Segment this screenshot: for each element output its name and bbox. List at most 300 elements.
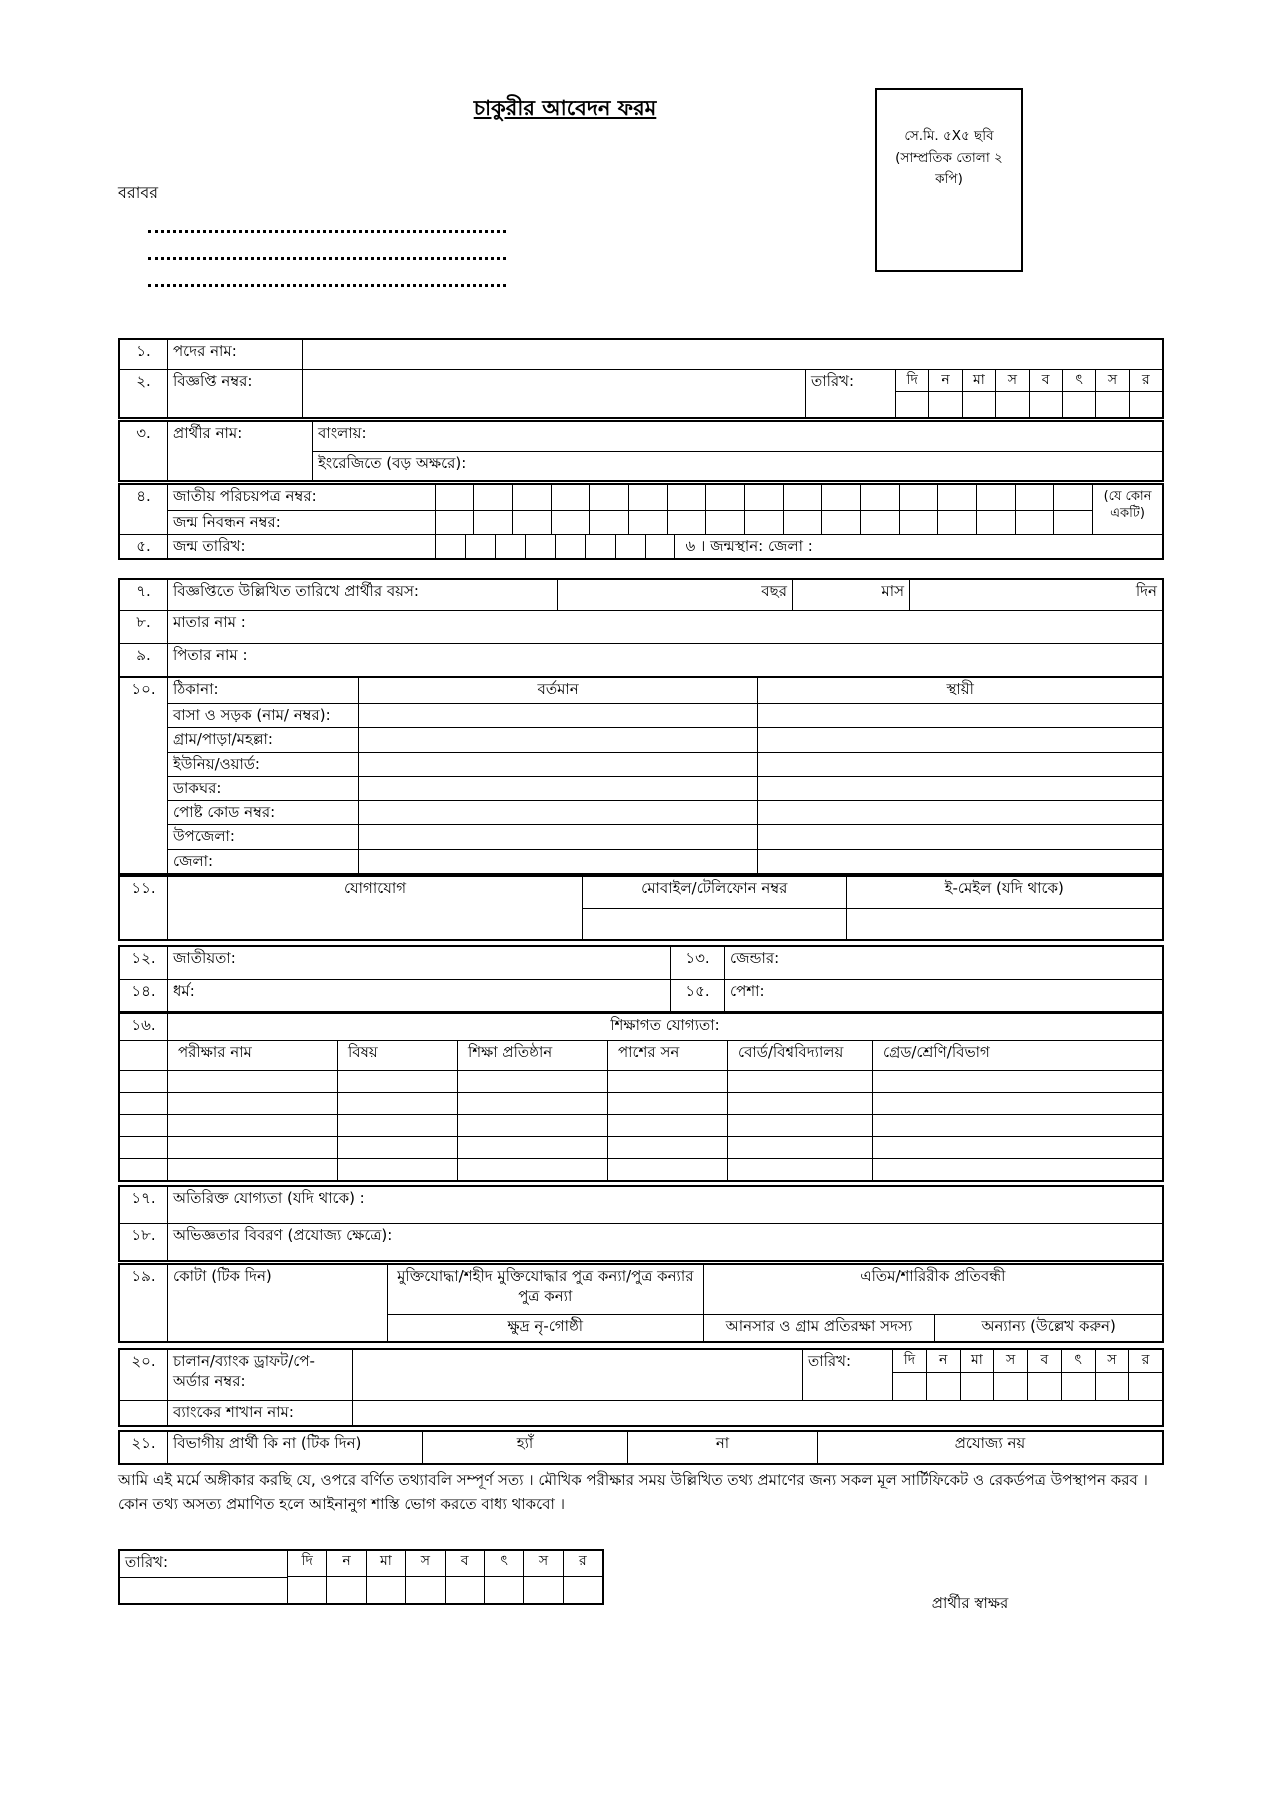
option-no[interactable]: না bbox=[627, 1432, 817, 1463]
date-unit-char: দি bbox=[903, 1352, 916, 1368]
table-applicant-name bbox=[118, 420, 1164, 482]
date-unit-char: দি bbox=[301, 1553, 313, 1569]
blank-cell[interactable] bbox=[120, 1159, 167, 1180]
blank-cell[interactable] bbox=[744, 485, 783, 510]
address-field-label: উপজেলা: bbox=[173, 827, 235, 846]
date-unit-char: র bbox=[1141, 372, 1150, 388]
row-number: ৪. bbox=[136, 487, 151, 505]
row-number: ৩. bbox=[136, 424, 151, 442]
education-column-header: বিষয় bbox=[337, 1041, 457, 1070]
any-one-note: (যে কোন একটি) bbox=[1092, 485, 1162, 534]
row-number: ১৮. bbox=[131, 1226, 156, 1244]
date-unit-char: স bbox=[1006, 1352, 1016, 1368]
date-input-cell[interactable] bbox=[994, 1372, 1027, 1400]
blank-cell[interactable] bbox=[872, 1159, 1162, 1180]
profession-field[interactable]: পেশা: bbox=[724, 980, 1162, 1011]
blank-cell[interactable] bbox=[937, 511, 976, 535]
notification-number-label: বিজ্ঞপ্তি নম্বর: bbox=[167, 370, 302, 417]
blank-cell[interactable] bbox=[1015, 511, 1054, 535]
mobile-input[interactable] bbox=[583, 909, 846, 939]
row-number: ১৪. bbox=[131, 982, 156, 1000]
blank-cell[interactable] bbox=[628, 485, 667, 510]
date-column bbox=[1128, 1350, 1162, 1400]
addressee-line[interactable] bbox=[148, 216, 506, 233]
date-column bbox=[1061, 1350, 1095, 1400]
address-current-header: বর্তমান bbox=[358, 678, 758, 703]
blank-cell[interactable] bbox=[607, 1159, 727, 1180]
date-label: তারিখ: bbox=[125, 1553, 169, 1571]
blank-cell[interactable] bbox=[337, 1159, 457, 1180]
birth-date-digit-cells bbox=[435, 535, 675, 558]
age-months-cell[interactable]: মাস bbox=[792, 580, 909, 610]
date-unit-char: ৎ bbox=[500, 1553, 508, 1569]
blank-cell[interactable] bbox=[1053, 485, 1092, 510]
applicant-signature-label: প্রার্থীর স্বাক্ষর bbox=[931, 1594, 1009, 1612]
table-row bbox=[120, 643, 1162, 676]
education-column-header: পরীক্ষার নাম bbox=[167, 1041, 337, 1070]
table-post-notification bbox=[118, 338, 1164, 419]
table-row bbox=[120, 877, 1162, 939]
date-column bbox=[893, 1350, 926, 1400]
address-permanent-header: স্থায়ী bbox=[757, 678, 1162, 703]
date-unit-char: স bbox=[538, 1553, 549, 1569]
nationality-field[interactable]: জাতীয়তা: bbox=[167, 947, 670, 979]
row-number: ১৫. bbox=[670, 980, 724, 1011]
date-grid bbox=[287, 1551, 602, 1603]
education-header-row bbox=[120, 1040, 1162, 1070]
table-row bbox=[120, 1265, 1162, 1341]
blank-cell[interactable] bbox=[167, 1137, 337, 1158]
email-input[interactable] bbox=[846, 909, 1162, 939]
table-age-parents bbox=[118, 578, 1164, 678]
date-column bbox=[993, 1350, 1027, 1400]
blank-cell[interactable] bbox=[727, 1071, 872, 1092]
photo-box-line1: সে.মি. ৫X৫ ছবি bbox=[904, 128, 994, 144]
address-field-label: ডাকঘর: bbox=[173, 778, 222, 797]
blank-cell bbox=[120, 1041, 167, 1070]
education-column-header: গ্রেড/শ্রেণি/বিভাগ bbox=[872, 1041, 1162, 1070]
date-input-cell[interactable] bbox=[1130, 391, 1162, 417]
form-title: চাকুরীর আবেদন ফরম bbox=[473, 96, 657, 120]
photo-box-line3: কপি) bbox=[935, 171, 963, 188]
date-input-cell[interactable] bbox=[896, 391, 928, 417]
blank-cell[interactable] bbox=[120, 1115, 167, 1136]
date-input-cell[interactable] bbox=[485, 1576, 523, 1603]
date-column bbox=[563, 1551, 602, 1603]
blank-cell[interactable] bbox=[872, 1115, 1162, 1136]
education-blank-row bbox=[120, 1070, 1162, 1092]
blank-cell[interactable] bbox=[872, 1071, 1162, 1092]
option-yes[interactable]: হ্যাঁ bbox=[422, 1432, 627, 1463]
bank-branch-label: ব্যাংকের শাখান নাম: bbox=[167, 1401, 352, 1425]
date-input-cell[interactable] bbox=[1096, 391, 1128, 417]
address-row bbox=[168, 849, 1162, 873]
education-title: শিক্ষাগত যোগ্যতা: bbox=[167, 1014, 1162, 1040]
birth-reg-label: জন্ম নিবন্ধন নম্বর: bbox=[168, 510, 435, 535]
blank-cell[interactable] bbox=[589, 511, 628, 535]
education-blank-row bbox=[120, 1114, 1162, 1136]
table-row bbox=[120, 1432, 1162, 1463]
date-column bbox=[962, 370, 995, 417]
notification-number-input[interactable] bbox=[302, 370, 805, 417]
table-row bbox=[120, 1551, 602, 1603]
declaration-text: আমি এই মর্মে অঙ্গীকার করছি যে, ওপরে বর্ণিত তথ্যাবলি সম্পূর্ণ সত্য । মৌখিক পরীক্ষার সময় উল্লিখিত তথ্য প্রমাণের জন্য সকল মূল সার্টিফিকেট ও রেকর্ডপত্র উপস্থাপন করব । কোন তথ্য অসত্য প্রমাণিত হলে আইনানুগ শাস্তি ভোগ করতে বাধ্য থাকবো । bbox=[118, 1471, 1148, 1513]
date-unit-char: ন bbox=[941, 372, 950, 388]
blank-cell[interactable] bbox=[167, 1115, 337, 1136]
blank-cell[interactable] bbox=[783, 511, 822, 535]
blank-cell[interactable] bbox=[615, 535, 645, 558]
blank-cell[interactable] bbox=[495, 535, 525, 558]
age-days-cell[interactable]: দিন bbox=[909, 580, 1162, 610]
table-row bbox=[120, 1187, 1162, 1223]
date-column bbox=[926, 1350, 960, 1400]
religion-field[interactable]: ধর্ম: bbox=[167, 980, 670, 1011]
date-unit-char: ব bbox=[1040, 1352, 1049, 1368]
blank-cell[interactable] bbox=[821, 511, 860, 535]
blank-cell[interactable] bbox=[607, 1137, 727, 1158]
blank-cell[interactable] bbox=[457, 1137, 607, 1158]
blank-cell[interactable] bbox=[167, 1071, 337, 1092]
education-blank-row bbox=[120, 1158, 1162, 1180]
blank-cell[interactable] bbox=[436, 511, 474, 535]
address-permanent-input[interactable] bbox=[757, 801, 1162, 824]
extra-qualification-field[interactable]: অতিরিক্ত যোগ্যতা (যদি থাকে) : bbox=[167, 1187, 1162, 1223]
blank-cell[interactable] bbox=[727, 1115, 872, 1136]
date-input-cell[interactable] bbox=[996, 391, 1028, 417]
date-unit-char: ৎ bbox=[1075, 372, 1083, 388]
date-unit-char: স bbox=[1107, 1352, 1117, 1368]
date-unit-char: মা bbox=[380, 1553, 392, 1569]
date-column bbox=[960, 1350, 994, 1400]
address-field-label: গ্রাম/পাড়া/মহল্লা: bbox=[173, 730, 273, 749]
row-number: ১০. bbox=[131, 680, 156, 698]
blank-cell[interactable] bbox=[727, 1137, 872, 1158]
date-input-cell[interactable] bbox=[1028, 1372, 1061, 1400]
address-row bbox=[168, 800, 1162, 824]
date-unit-char: ব bbox=[1041, 372, 1050, 388]
blank-cell[interactable] bbox=[337, 1093, 457, 1114]
date-input-cell[interactable] bbox=[893, 1372, 926, 1400]
name-bangla-field[interactable]: বাংলায়: bbox=[318, 424, 367, 442]
blank-cell[interactable] bbox=[705, 511, 744, 535]
blank-cell[interactable] bbox=[976, 485, 1015, 510]
education-column-header: পাশের সন bbox=[607, 1041, 727, 1070]
nid-digit-cells bbox=[436, 485, 1092, 510]
contact-label: যোগাযোগ bbox=[167, 877, 582, 939]
quota-option-other[interactable]: অন্যান্য (উল্লেখ করুন) bbox=[934, 1315, 1162, 1341]
date-input-cell[interactable] bbox=[1129, 1372, 1162, 1400]
address-row bbox=[168, 776, 1162, 800]
date-input-cell[interactable] bbox=[564, 1576, 602, 1603]
blank-cell[interactable] bbox=[337, 1137, 457, 1158]
blank-cell[interactable] bbox=[645, 535, 675, 558]
blank-cell[interactable] bbox=[436, 485, 474, 510]
date-column bbox=[405, 1551, 444, 1603]
blank-cell[interactable] bbox=[167, 1093, 337, 1114]
blank-cell[interactable] bbox=[607, 1115, 727, 1136]
row-number: ১২. bbox=[131, 949, 156, 967]
table-row bbox=[120, 1014, 1162, 1040]
row-number: ১৭. bbox=[131, 1189, 156, 1207]
blank-cell[interactable] bbox=[465, 535, 495, 558]
address-row bbox=[168, 703, 1162, 727]
blank-cell[interactable] bbox=[337, 1115, 457, 1136]
blank-cell[interactable] bbox=[551, 511, 590, 535]
blank-cell[interactable] bbox=[512, 485, 551, 510]
date-input-cell[interactable] bbox=[367, 1576, 405, 1603]
date-column bbox=[366, 1551, 405, 1603]
address-permanent-input[interactable] bbox=[757, 777, 1162, 800]
date-column bbox=[995, 370, 1028, 417]
date-input-cell[interactable] bbox=[446, 1576, 484, 1603]
row-number: ২০. bbox=[131, 1352, 156, 1370]
date-unit-char: ন bbox=[938, 1352, 948, 1368]
date-input-cell[interactable] bbox=[1096, 1372, 1129, 1400]
option-not-applicable[interactable]: প্রযোজ্য নয় bbox=[817, 1432, 1162, 1463]
row-number: ৫. bbox=[120, 534, 167, 558]
date-unit-char: র bbox=[578, 1553, 587, 1569]
table-row bbox=[120, 1350, 1162, 1400]
date-unit-char: মা bbox=[970, 1352, 983, 1368]
blank-cell[interactable] bbox=[899, 511, 938, 535]
date-label: তারিখ: bbox=[802, 1350, 892, 1400]
blank-cell[interactable] bbox=[872, 1093, 1162, 1114]
blank-cell[interactable] bbox=[525, 535, 555, 558]
table-row bbox=[120, 1223, 1162, 1260]
father-name-field[interactable]: পিতার নাম : bbox=[167, 644, 1162, 676]
blank-cell[interactable] bbox=[457, 1115, 607, 1136]
address-label: ঠিকানা: bbox=[173, 680, 219, 698]
blank-cell[interactable] bbox=[727, 1093, 872, 1114]
blank-cell[interactable] bbox=[607, 1093, 727, 1114]
date-column bbox=[928, 370, 961, 417]
address-row bbox=[168, 727, 1162, 751]
addressee-line[interactable] bbox=[148, 270, 506, 287]
address-current-input[interactable] bbox=[358, 777, 758, 800]
quota-label: কোটা (টিক দিন) bbox=[167, 1265, 387, 1341]
blank-cell[interactable] bbox=[783, 485, 822, 510]
address-current-input[interactable] bbox=[358, 753, 758, 776]
bank-branch-input[interactable] bbox=[352, 1401, 1162, 1425]
date-unit-char: ন bbox=[342, 1553, 351, 1569]
birthplace-district-field[interactable]: ৬ । জন্মস্থান: জেলা : bbox=[674, 535, 1162, 558]
date-grid bbox=[892, 1350, 1162, 1400]
table-nationality-religion bbox=[118, 945, 1164, 1013]
blank-cell[interactable] bbox=[589, 485, 628, 510]
date-column bbox=[523, 1551, 562, 1603]
table-challan bbox=[118, 1348, 1164, 1427]
blank-cell[interactable] bbox=[457, 1071, 607, 1092]
blank-cell[interactable] bbox=[473, 485, 512, 510]
table-signature-date bbox=[118, 1549, 604, 1605]
blank-cell[interactable] bbox=[1053, 511, 1092, 535]
applicant-name-label: প্রার্থীর নাম: bbox=[167, 422, 312, 480]
quota-option-ansar[interactable]: আনসার ও গ্রাম প্রতিরক্ষা সদস্য bbox=[703, 1315, 935, 1341]
blank-cell[interactable] bbox=[473, 511, 512, 535]
table-nid-birth bbox=[118, 483, 1164, 560]
photo-box bbox=[875, 88, 1023, 272]
address-permanent-input[interactable] bbox=[757, 850, 1162, 873]
quota-option-orphan-disabled[interactable]: এতিম/শারিরীক প্রতিবন্ধী bbox=[703, 1265, 1162, 1314]
date-column bbox=[1129, 370, 1162, 417]
blank-cell bbox=[120, 1401, 167, 1425]
row-number: ১. bbox=[136, 342, 151, 360]
table-extra-qualification bbox=[118, 1185, 1164, 1262]
blank-cell[interactable] bbox=[860, 485, 899, 510]
address-field-label: বাসা ও সড়ক (নাম/ নম্বর): bbox=[173, 706, 331, 724]
age-years-cell[interactable]: বছর bbox=[557, 580, 792, 610]
blank-cell[interactable] bbox=[120, 1071, 167, 1092]
table-address bbox=[118, 676, 1164, 875]
date-input-cell[interactable] bbox=[288, 1576, 326, 1603]
photo-box-line2: (সাম্প্রতিক তোলা ২ bbox=[895, 149, 1003, 166]
date-column bbox=[1095, 370, 1128, 417]
date-input-cell[interactable] bbox=[961, 1372, 994, 1400]
table-row bbox=[120, 1400, 1162, 1425]
date-input-cell[interactable] bbox=[120, 1577, 287, 1603]
date-unit-char: স bbox=[1107, 372, 1118, 388]
date-unit-char: ৎ bbox=[1074, 1352, 1082, 1368]
address-current-input[interactable] bbox=[358, 801, 758, 824]
birth-reg-digit-cells bbox=[436, 510, 1092, 535]
blank-cell[interactable] bbox=[337, 1071, 457, 1092]
challan-label: চালান/ব্যাংক ড্রাফট/পে-অর্ডার নম্বর: bbox=[167, 1350, 352, 1400]
addressee-label: বরাবর bbox=[118, 183, 159, 202]
date-input-cell[interactable] bbox=[524, 1576, 562, 1603]
age-label: বিজ্ঞপ্তিতে উল্লিখিত তারিখে প্রার্থীর বয়স: bbox=[167, 580, 557, 610]
table-row bbox=[120, 340, 1162, 369]
blank-cell[interactable] bbox=[585, 535, 615, 558]
email-header: ই-মেইল (যদি থাকে) bbox=[846, 877, 1162, 908]
date-column bbox=[445, 1551, 484, 1603]
table-row bbox=[120, 979, 1162, 1011]
blank-cell[interactable] bbox=[899, 485, 938, 510]
date-column bbox=[1095, 1350, 1129, 1400]
quota-option-freedom-fighter[interactable]: মুক্তিযোদ্ধা/শহীদ মুক্তিযোদ্ধার পুত্র কন্যা/পুত্র কন্যার পুত্র কন্যা bbox=[397, 1267, 694, 1305]
blank-cell[interactable] bbox=[821, 485, 860, 510]
blank-cell[interactable] bbox=[937, 485, 976, 510]
address-field-label: পোষ্ট কোড নম্বর: bbox=[173, 803, 276, 822]
date-unit-char: স bbox=[1007, 372, 1017, 388]
address-permanent-input[interactable] bbox=[757, 825, 1162, 848]
address-current-input[interactable] bbox=[358, 825, 758, 848]
table-departmental-candidate bbox=[118, 1430, 1164, 1465]
table-row bbox=[120, 485, 1162, 558]
blank-cell[interactable] bbox=[457, 1159, 607, 1180]
blank-cell[interactable] bbox=[120, 1137, 167, 1158]
blank-cell[interactable] bbox=[667, 511, 706, 535]
blank-cell[interactable] bbox=[667, 485, 706, 510]
blank-cell[interactable] bbox=[976, 511, 1015, 535]
table-quota bbox=[118, 1263, 1164, 1343]
date-column bbox=[326, 1551, 365, 1603]
date-column bbox=[484, 1551, 523, 1603]
blank-cell[interactable] bbox=[555, 535, 585, 558]
date-column bbox=[1027, 1350, 1061, 1400]
blank-cell[interactable] bbox=[167, 1159, 337, 1180]
blank-cell[interactable] bbox=[436, 535, 465, 558]
birth-date-label: জন্ম তারিখ: bbox=[173, 537, 246, 555]
row-number: ১৩. bbox=[670, 947, 724, 979]
address-current-input[interactable] bbox=[358, 704, 758, 727]
blank-cell[interactable] bbox=[457, 1093, 607, 1114]
address-field-label: ইউনিয়/ওয়ার্ড: bbox=[173, 754, 260, 773]
addressee-line[interactable] bbox=[148, 243, 506, 260]
mobile-header: মোবাইল/টেলিফোন নম্বর bbox=[641, 879, 788, 897]
address-current-input[interactable] bbox=[358, 728, 758, 751]
quota-option-ethnic-minority[interactable]: ক্ষুদ্র নৃ-গোষ্ঠী bbox=[507, 1317, 584, 1335]
date-unit-char: স bbox=[420, 1553, 430, 1569]
blank-cell[interactable] bbox=[744, 511, 783, 535]
table-contact bbox=[118, 875, 1164, 941]
date-column bbox=[1029, 370, 1062, 417]
challan-number-input[interactable] bbox=[352, 1350, 802, 1400]
date-input-cell[interactable] bbox=[406, 1576, 444, 1603]
address-permanent-input[interactable] bbox=[757, 704, 1162, 727]
date-input-cell[interactable] bbox=[927, 1372, 960, 1400]
table-row bbox=[120, 678, 1162, 873]
blank-cell[interactable] bbox=[551, 485, 590, 510]
education-column-header: বোর্ড/বিশ্ববিদ্যালয় bbox=[727, 1041, 872, 1070]
date-grid bbox=[895, 370, 1162, 417]
table-row bbox=[120, 580, 1162, 610]
experience-field[interactable]: অভিজ্ঞতার বিবরণ (প্রযোজ্য ক্ষেত্রে): bbox=[167, 1224, 1162, 1260]
blank-cell[interactable] bbox=[705, 485, 744, 510]
address-permanent-input[interactable] bbox=[757, 728, 1162, 751]
blank-cell[interactable] bbox=[727, 1159, 872, 1180]
name-english-field[interactable]: ইংরেজিতে (বড় অক্ষরে): bbox=[313, 451, 1162, 480]
address-row bbox=[168, 824, 1162, 848]
blank-cell[interactable] bbox=[607, 1071, 727, 1092]
date-unit-char: মা bbox=[973, 372, 985, 388]
gender-field[interactable]: জেন্ডার: bbox=[724, 947, 1162, 979]
row-number: ১৬. bbox=[131, 1016, 156, 1034]
date-unit-char: ব bbox=[460, 1553, 469, 1569]
address-permanent-input[interactable] bbox=[757, 753, 1162, 776]
table-row bbox=[120, 422, 1162, 480]
date-input-cell[interactable] bbox=[1062, 1372, 1095, 1400]
row-number: ৮. bbox=[136, 613, 151, 631]
post-name-input[interactable] bbox=[302, 340, 1162, 369]
blank-cell[interactable] bbox=[872, 1137, 1162, 1158]
address-current-input[interactable] bbox=[358, 850, 758, 873]
nid-label: জাতীয় পরিচয়পত্র নম্বর: bbox=[173, 487, 317, 505]
date-input-cell[interactable] bbox=[929, 391, 961, 417]
blank-cell[interactable] bbox=[120, 1093, 167, 1114]
row-number: ৯. bbox=[136, 646, 151, 664]
row-number: ৭. bbox=[136, 582, 151, 600]
blank-cell[interactable] bbox=[860, 511, 899, 535]
date-input-cell[interactable] bbox=[1030, 391, 1062, 417]
date-input-cell[interactable] bbox=[963, 391, 995, 417]
row-number: ২১. bbox=[131, 1434, 156, 1452]
table-row bbox=[120, 610, 1162, 643]
departmental-candidate-label: বিভাগীয় প্রার্থী কি না (টিক দিন) bbox=[167, 1432, 422, 1463]
blank-cell[interactable] bbox=[1015, 485, 1054, 510]
education-column-header: শিক্ষা প্রতিষ্ঠান bbox=[457, 1041, 607, 1070]
date-column bbox=[896, 370, 928, 417]
address-rows bbox=[168, 703, 1162, 873]
blank-cell[interactable] bbox=[512, 511, 551, 535]
row-number: ১১. bbox=[131, 879, 156, 897]
date-input-cell[interactable] bbox=[1063, 391, 1095, 417]
date-column bbox=[1062, 370, 1095, 417]
date-unit-char: দি bbox=[906, 372, 918, 388]
mother-name-field[interactable]: মাতার নাম : bbox=[167, 611, 1162, 643]
date-input-cell[interactable] bbox=[327, 1576, 365, 1603]
blank-cell[interactable] bbox=[628, 511, 667, 535]
row-number: ১৯. bbox=[131, 1267, 156, 1285]
